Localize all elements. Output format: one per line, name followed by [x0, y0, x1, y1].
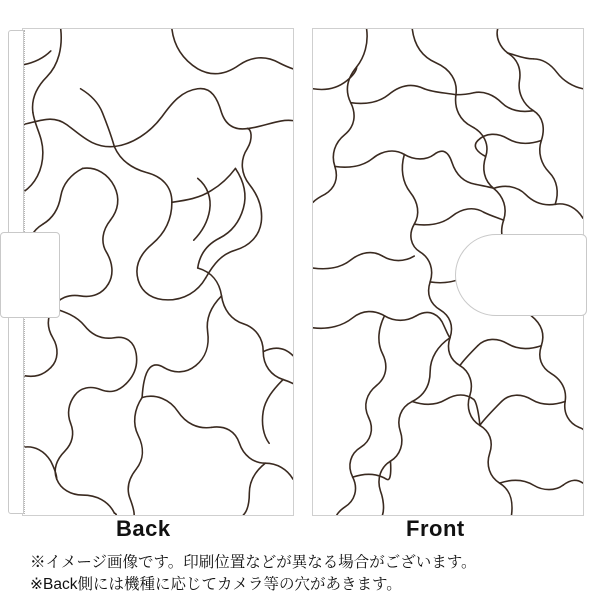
label-back: Back — [116, 516, 171, 541]
case-flap — [0, 232, 60, 318]
note-line-2: ※Back側には機種に応じてカメラ等の穴があきます。 — [30, 576, 402, 593]
case-magnetic-strap — [455, 234, 587, 316]
panel-labels — [0, 516, 600, 550]
disclaimer-notes — [30, 552, 590, 596]
note-line-1: ※イメージ画像です。印刷位置などが異なる場合がございます。 — [30, 554, 477, 571]
panel-back-cover — [22, 28, 294, 516]
cracked-line-pattern-back — [23, 29, 293, 515]
label-front: Front — [406, 516, 465, 541]
